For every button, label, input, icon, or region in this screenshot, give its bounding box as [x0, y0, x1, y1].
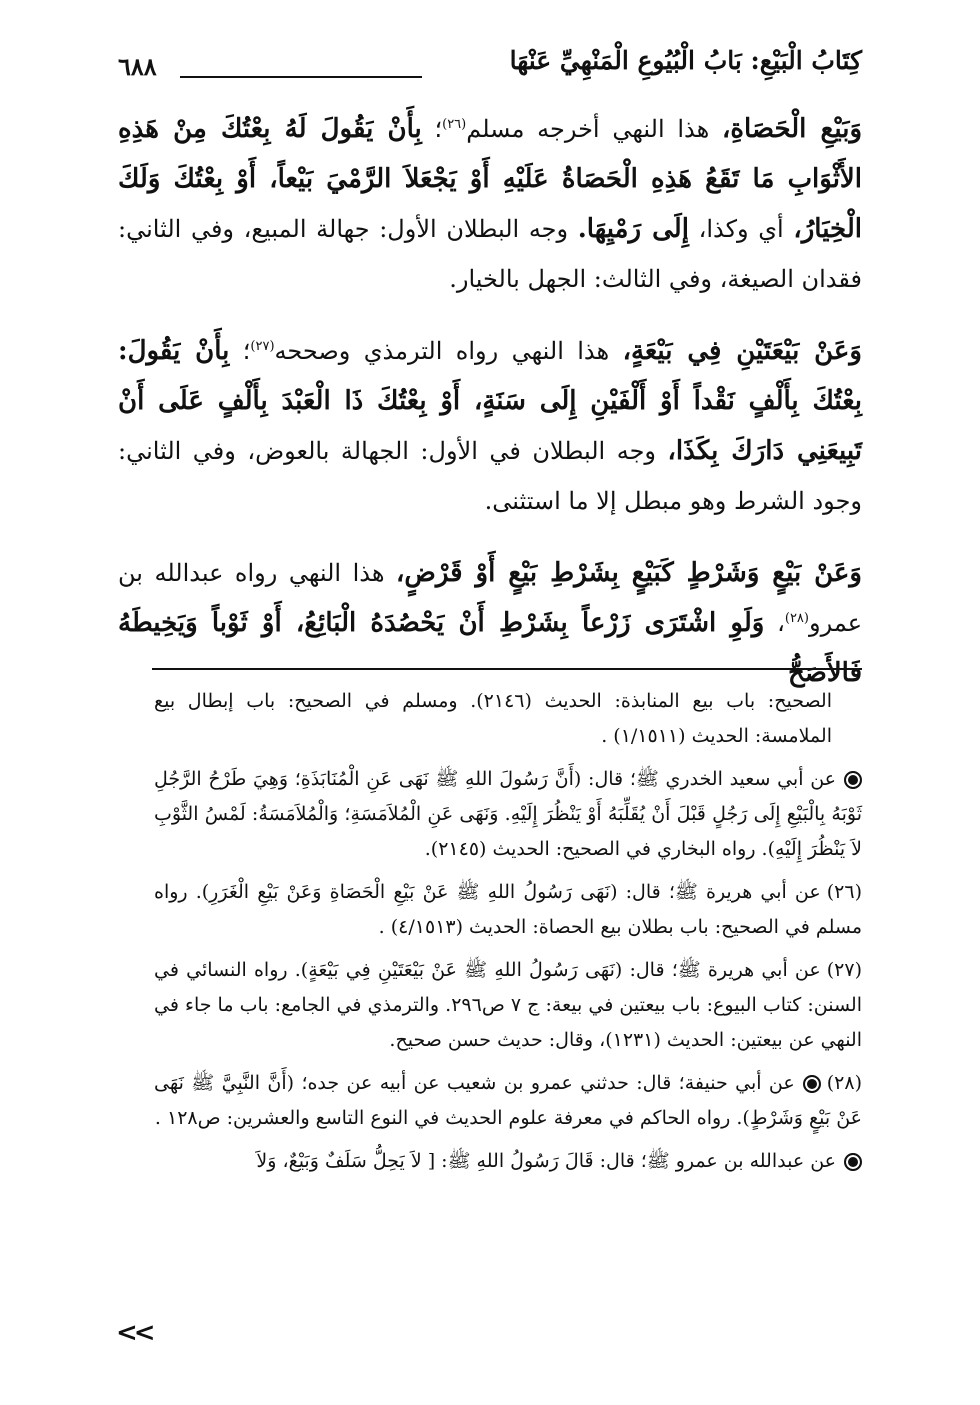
footnote-28: [154, 1066, 862, 1136]
matn-lead: وَعَنْ بَيْعٍ وَشَرْطٍ كَبَيْعٍ بِشَرْطِ بَيْعٍ أَوْ قَرْضٍ،: [396, 558, 862, 588]
main-text: [118, 104, 862, 720]
footnote-text: الصحيح: باب بيع المنابذة: الحديث (٢١٤٦). ومسلم في الصحيح: باب إبطال بيع الملامسة: الحديث (١/١٥١١) .: [154, 690, 832, 747]
footnotes: [154, 684, 862, 1187]
bullet-circle-icon: [844, 1153, 862, 1171]
footnote-ref[interactable]: (٢٦): [442, 117, 467, 132]
matn-lead: وَعَنْ بَيْعَتَيْنِ فِي بَيْعَةٍ،: [622, 336, 862, 366]
sharh-text: ،: [764, 609, 785, 637]
matn-text: وَلَوِ اشْتَرَى زَرْعاً بِشَرْطِ أَنْ يَحْصُدَهُ الْبَائِعُ، أَوْ ثَوْباً وَيَخِيطَهُ فَالأَصَحُّ: [118, 608, 862, 688]
chapter-title: كِتَابُ الْبَيْعِ: بَابُ الْبُيُوعِ الْمَنْهِيِّ عَنْهَا: [509, 46, 862, 75]
sharh-text: وجه البطلان في الأول: الجهالة بالعوض، وفي الثاني: وجود الشرط وهو مبطل إلا ما استثنى.: [118, 437, 862, 515]
footnote-text: عن عبدالله بن عمرو ﷺ؛ قال: قَالَ رَسُولُ اللهِ ﷺ: [ لاَ يَحِلُّ سَلَفٌ وَبَيْعٌ، وَلاَ: [256, 1150, 836, 1172]
header-rule: [180, 76, 422, 78]
footnote-number: (٢٨): [826, 1072, 862, 1094]
matn-lead: وَبَيْعِ الْحَصَاةِ،: [721, 114, 862, 144]
page-header: [118, 40, 862, 86]
matn-text: بِأَنْ يَقُولَ لَهُ بِعْتُكَ مِنْ هَذِهِ الأَثْوَابِ مَا تَقَعُ هَذِهِ الْحَصَاةُ عَلَيْهِ أَوْ يَجْعَلاَ الرَّمْيَ بَيْعاً، أَوْ بِعْتُكَ وَلَكَ الْخِيَارُ،: [118, 114, 862, 244]
footnote-continuation: [154, 684, 862, 754]
footnote-text: عن أبي سعيد الخدري ﷺ؛ قال: (أَنَّ رَسُولَ اللهِ ﷺ نَهَى عَنِ الْمُنَابَذَةِ؛ وَهِيَ طَرْحُ الرَّجُلِ ثَوْبَهُ بِالْبَيْعِ إِلَى رَجُلٍ قَبْلَ أَنْ يُقَلِّبَهُ أَوْ يَنْظُرَ إِلَيْهِ. وَنَهَى عَنِ الْمُلاَمَسَةِ؛ وَالْمُلاَمَسَةُ: لَمْسُ الثَّوْبِ لاَ يَنْظُرَ إِلَيْهِ). رواه البخاري في الصحيح: الحديث (٢١٤٥).: [154, 768, 862, 860]
footnote-divider: [152, 668, 862, 670]
paragraph-bay-wa-shart: [118, 548, 862, 698]
sharh-text: ؛: [229, 337, 251, 365]
footnote-item: [154, 762, 862, 867]
footnote-text: عن أبي هريرة ﷺ؛ قال: (نَهَى رَسُولُ اللهِ ﷺ عَنْ بَيْعَتَيْنِ فِي بَيْعَةٍ). رواه النسائي في السنن: كتاب البيوع: باب بيعتين في بيعة: ج ٧ ص٢٩٦. والترمذي في الجامع: باب ما جاء في النهي عن بيعتين: الحديث (١٢٣١)، وقال: حديث حسن صحيح.: [154, 959, 862, 1051]
footnote-26: [154, 875, 862, 945]
continuation-arrow-icon: <<: [116, 1318, 152, 1348]
bullet-circle-icon: [803, 1075, 821, 1093]
footnote-number: (٢٦): [826, 881, 862, 903]
sharh-text: هذا النهي رواه عبدالله بن عمرو: [118, 559, 863, 637]
sharh-text: وجه البطلان الأول: جهالة المبيع، وفي الثاني: فقدان الصيغة، وفي الثالث: الجهل بالخيار.: [118, 215, 862, 293]
bullet-circle-icon: [844, 771, 862, 789]
footnote-27: [154, 953, 862, 1058]
page-number: ٦٨٨: [118, 52, 157, 81]
matn-text: إِلَى رَمْيِهَا.: [577, 214, 689, 244]
footnote-ref[interactable]: (٢٧): [250, 339, 275, 354]
paragraph-hasat: [118, 104, 862, 304]
paragraph-baiatayn: [118, 326, 862, 526]
footnote-item: [154, 1144, 862, 1179]
sharh-text: هذا النهي رواه الترمذي وصححه: [274, 337, 623, 365]
footnote-ref[interactable]: (٢٨): [784, 611, 809, 626]
footnote-text: عن أبي هريرة ﷺ؛ قال: (نَهَى رَسُولُ اللهِ ﷺ عَنْ بَيْعِ الْحَصَاةِ وَعَنْ بَيْعِ الْغَرَرِ). رواه مسلم في الصحيح: باب بطلان بيع الحصاة: الحديث (٤/١٥١٣) .: [154, 881, 862, 938]
footnote-text: عن أبي حنيفة؛ قال: حدثني عمرو بن شعيب عن أبيه عن جده؛ (أَنَّ النَّبِيَّ ﷺ نَهَى عَنْ بَيْعٍ وَشَرْطٍ). رواه الحاكم في معرفة علوم الحديث في النوع التاسع والعشرين: ص١٢٨ .: [154, 1072, 862, 1129]
sharh-text: هذا النهي أخرجه مسلم: [466, 115, 722, 143]
sharh-text: أي وكذا،: [688, 215, 794, 243]
footnote-number: (٢٧): [826, 959, 862, 981]
matn-text: بِأَنْ يَقُولَ: بِعْتُكَ بِأَلْفٍ نَقْداً أَوْ أَلْفَيْنِ إِلَى سَنَةٍ، أَوْ بِعْتُكَ ذَا الْعَبْدَ بِأَلْفٍ عَلَى أَنْ تَبِيعَنِي دَارَكَ بِكَذَا،: [118, 336, 862, 466]
sharh-text: ؛: [421, 115, 443, 143]
